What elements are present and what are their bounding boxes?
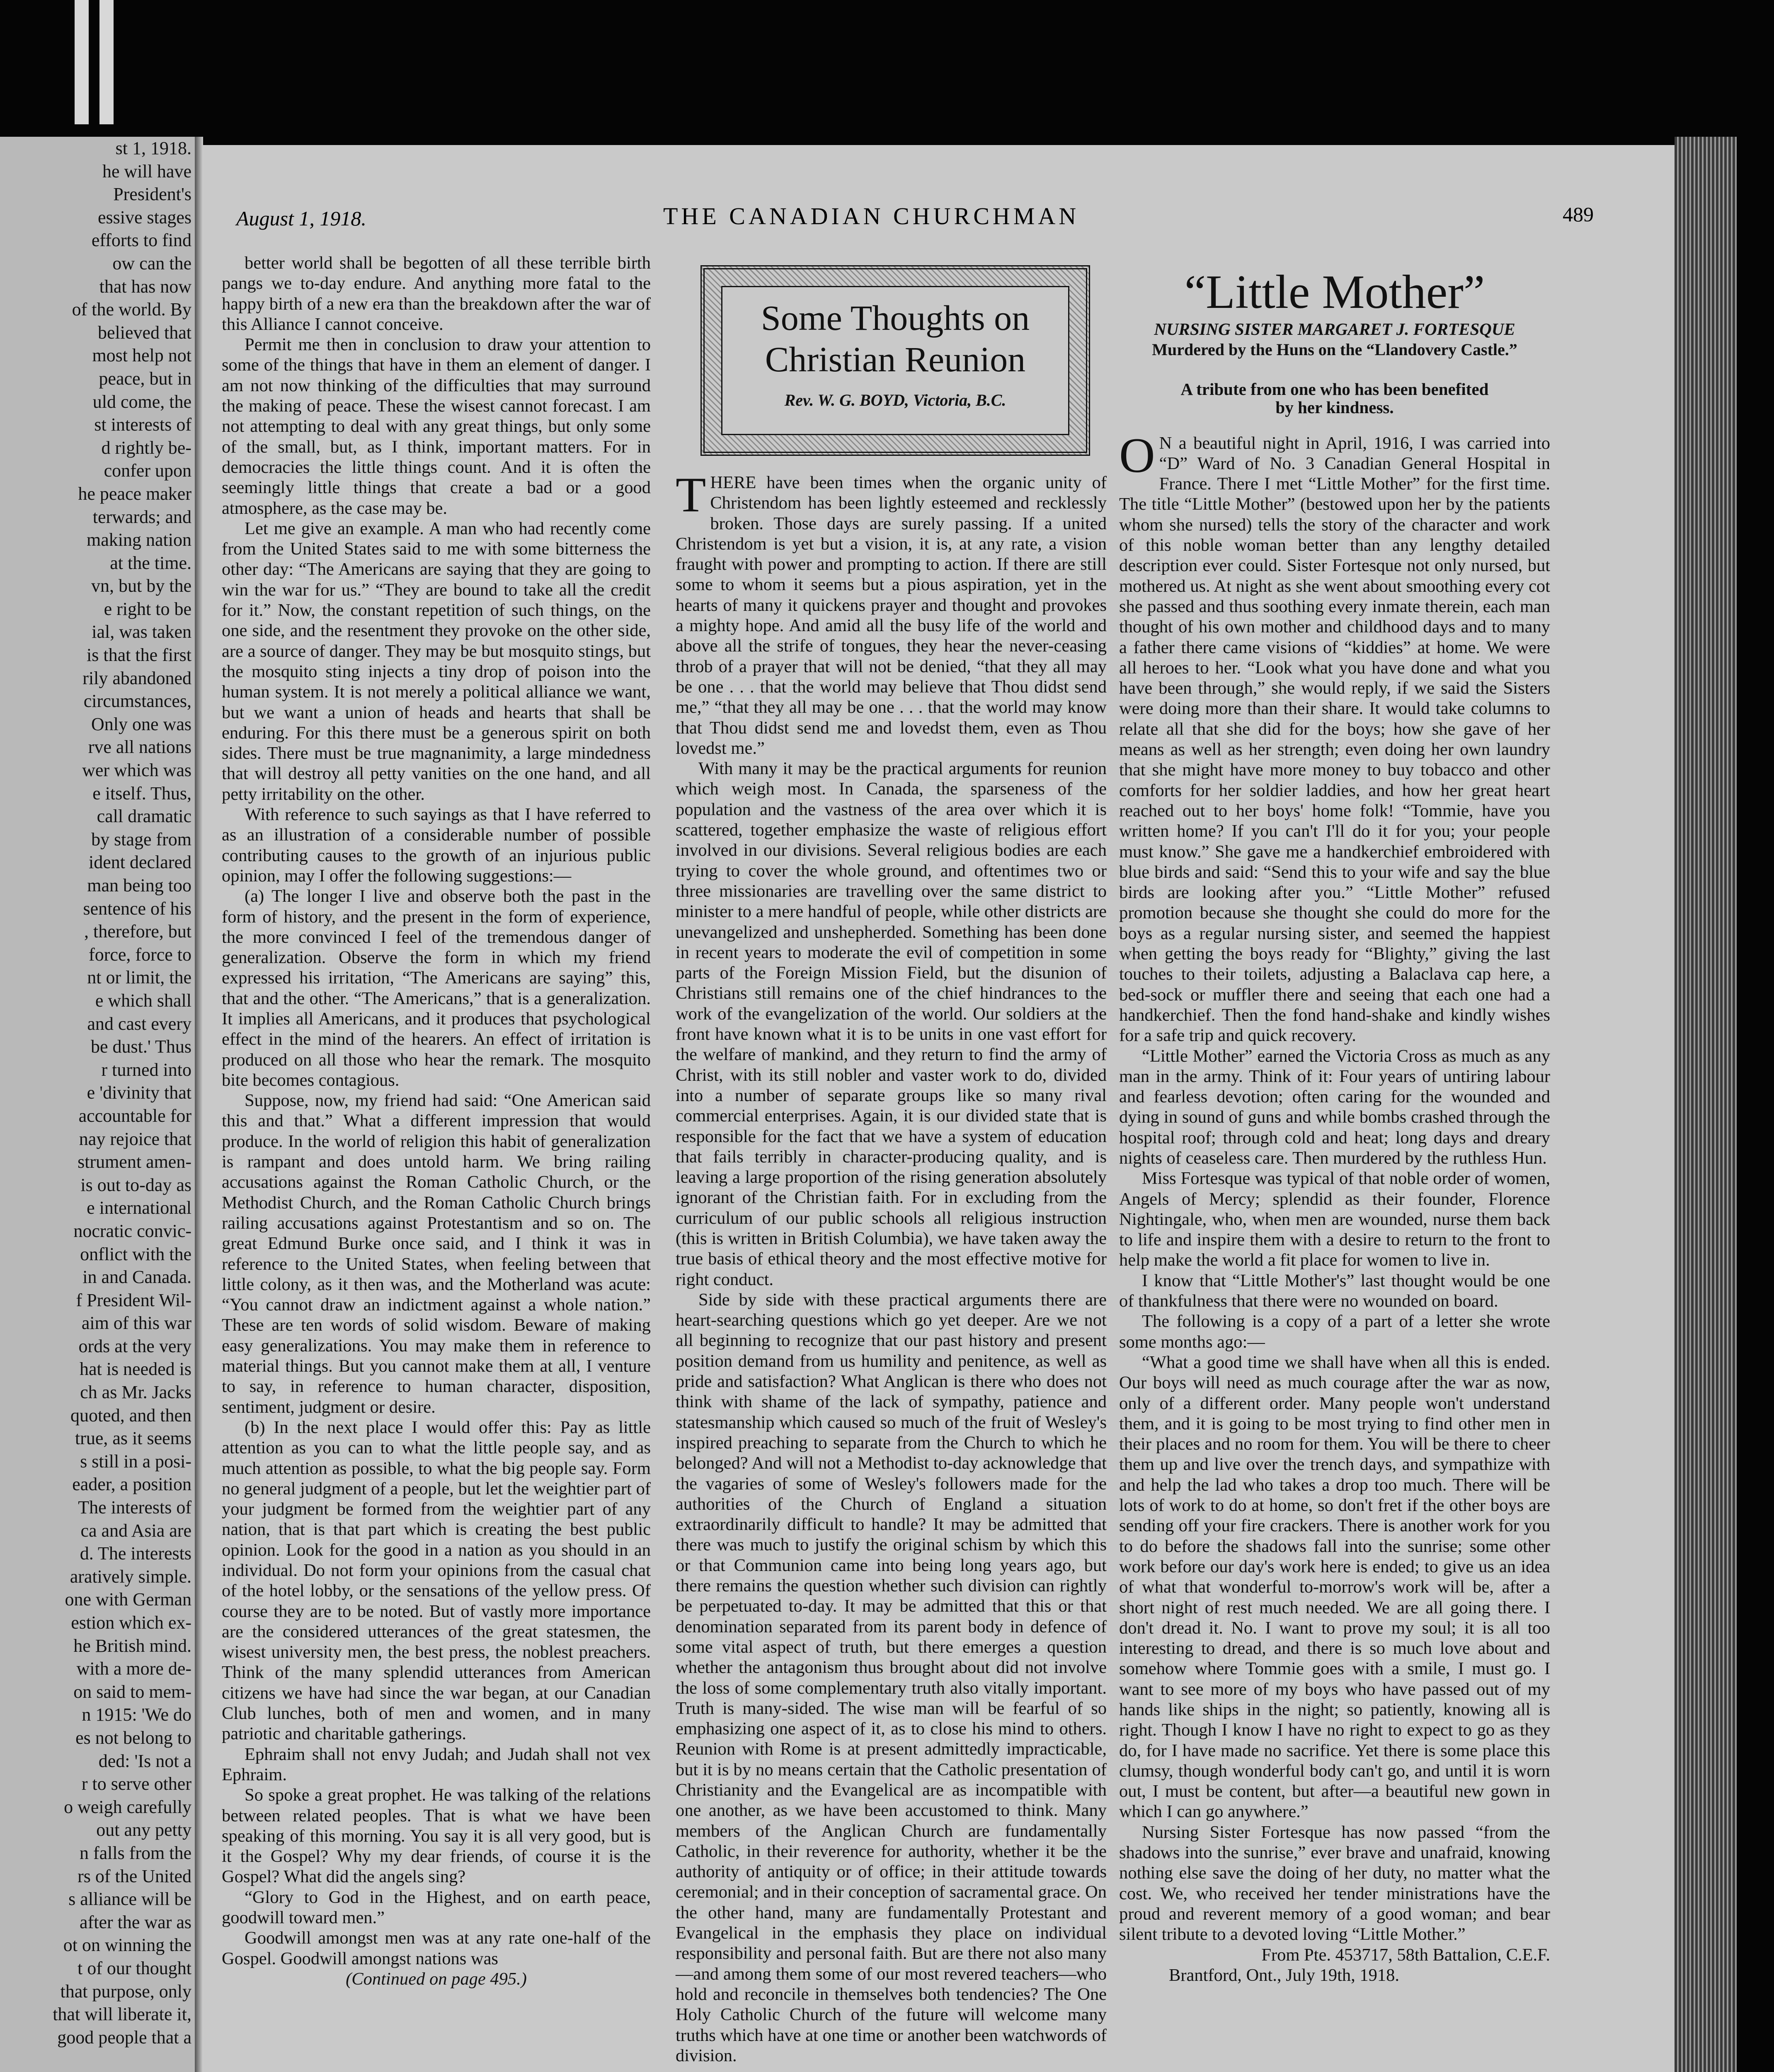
text-line: out any petty — [96, 1820, 191, 1840]
text-line: terwards; and — [92, 506, 191, 527]
text-line: rs of the United — [78, 1866, 191, 1886]
text-line: is out to-day as — [80, 1174, 191, 1195]
paragraph: Miss Fortesque was typical of that noble order of women, Angels of Mercy; splendid as their founder, Florence Nightingale, who, when men are wounded, nurse them back to life and inspire them with a desire to return to the front to help make the world a fit place for women to live in. — [1119, 1169, 1550, 1270]
text-line: d. The interests — [80, 1543, 191, 1564]
text-line: s still in a posi- — [80, 1451, 191, 1472]
text-line: accountable for — [78, 1105, 191, 1126]
text-line: onflict with the — [80, 1244, 191, 1264]
paragraph: (b) In the next place I would offer this: Pay as little attention as you can to what the little people say, and as much attention as possible, to what the big people say. Form no general judgment of a people, but let the weightier part of your judgment be formed from the weightier part of any nation, that is that part which is creating the best public opinion. Look for the good in a nation as you should in an individual. Do not form your opinions from the casual chat of the hotel lobby, or the sensations of the yellow press. Of course they are to be noted. But of vastly more importance are the considered utterances of the great statesmen, the wisest university men, the best press, the noblest preachers. Think of the many splendid utterances from American citizens we have had since the war began, at our Canadian Club lunches, both of men and women, and in many patriotic and charitable gatherings. — [222, 1417, 651, 1744]
text-line: d rightly be- — [101, 437, 191, 458]
text-line: ch as Mr. Jacks — [80, 1382, 191, 1403]
text-line: r to serve other — [81, 1774, 191, 1794]
text-line: good people that a — [57, 2027, 191, 2048]
text-line: ded: 'Is not a — [98, 1750, 191, 1771]
column-little-mother-article — [1119, 253, 1550, 1985]
text-line: nay rejoice that — [79, 1128, 191, 1149]
text-line: that will liberate it, — [53, 2004, 191, 2025]
text-line: he British mind. — [73, 1635, 191, 1656]
article-lead-paragraph: THERE have been times when the organic unity of Christendom has been lightly esteemed and recklessly broken. Those days are surely passing. If a united Christendom is yet but a vision, it is, at any rate, a vision fraught with power and prompting to action. If there are still some to whom it seems but a pious aspiration, yet in the hearts of many it quickens prayer and thought and provokes a mighty hope. And amid all the busy life of the world and above all the strife of tongues, they hear the never-ceasing throb of a prayer that will not be denied, “that they all may be one . . . that the world may believe that Thou didst send me,” “that they all may be one . . . that the world may know that Thou didst send me and lovedst them, even as Thou lovedst me.” — [676, 467, 1107, 758]
text-line: peace, but in — [99, 368, 191, 389]
paragraph: Let me give an example. A man who had recently come from the United States said to me with some bitterness the other day: “The Americans are saying that they are going to win the war for us.” “They are bound to take all the credit for it.” Now, the constant repetition of such things, on the one side, and the resentment they provoke on the other side, are a source of danger. They may be but mosquito stings, but the mosquito sting injects a tiny drop of poison into the human system. It is not merely a political alliance we want, but we want a union of heads and hearts that shall be enduring. For this there must be a generous spirit on both sides. There must be true magnanimity, a large mindedness that will destroy all petty vanities on the one hand, and all petty irritability on the other. — [222, 518, 651, 804]
text-line: ca and Asia are — [80, 1520, 191, 1541]
text-line: is that the first — [87, 645, 191, 666]
text-line: rily abandoned — [82, 668, 191, 688]
text-line: that purpose, only — [60, 1981, 191, 2002]
text-line: confer upon — [104, 460, 191, 481]
text-line: aratively simple. — [70, 1566, 191, 1587]
text-line: , therefore, but — [84, 921, 191, 942]
binding-mark — [99, 0, 114, 124]
signature: From Pte. 453717, 58th Battalion, C.E.F. — [1261, 1945, 1550, 1965]
text-line: t of our thought — [78, 1958, 191, 1978]
newspaper-page — [203, 145, 1675, 2072]
text-line: on said to mem- — [73, 1681, 191, 1702]
text-line: essive stages — [97, 207, 191, 228]
paragraph: So spoke a great prophet. He was talking of the relations between related peoples. That is what we have been speaking of this morning. You say it is all very good, but is it the Gospel? Why my dear friends, of course it is the Gospel? What did the angels sing? — [222, 1785, 651, 1887]
text-line: aim of this war — [81, 1313, 191, 1334]
text-line: quoted, and then — [70, 1405, 191, 1426]
text-line: that has now — [99, 276, 191, 297]
paragraph: (a) The longer I live and observe both the past in the form of history, and the present in the form of experience, the more convinced I feel of the tremendous danger of generalization. Observe the form in which my friend expressed his irritation, “The Americans are saying” this, that and the other. “The Americans,” that is a generalization. It implies all Americans, and it produces that psychological effect in the mind of the hearers. An effect of irritation is produced on all those who hear the remark. The mosquito bite becomes contagious. — [222, 886, 651, 1090]
text-line: ot on winning the — [63, 1935, 191, 1956]
text-line: hat is needed is — [79, 1359, 191, 1380]
text-line: ident declared — [89, 852, 191, 873]
text-line: es not belong to — [75, 1727, 191, 1748]
paragraph: “Little Mother” earned the Victoria Cross as much as any man in the army. Think of it: Four years of untiring labour and fearless devotion; often caring for the wounded and dying in sound of guns and while bombs crashed through the hospital roof; through cold and heat; long days and dreary nights of ceaseless care. Then murdered by the ruthless Hun. — [1119, 1046, 1550, 1168]
text-line: f President Wil- — [76, 1290, 191, 1310]
text-line: most help not — [92, 345, 191, 366]
text-line: making nation — [87, 530, 191, 550]
text-line: r turned into — [101, 1059, 191, 1080]
text-line: ial, was taken — [92, 622, 191, 642]
paragraph: Goodwill amongst men was at any rate one-half of the Gospel. Goodwill amongst nations was — [222, 1928, 651, 1968]
article-subtitle: NURSING SISTER MARGARET J. FORTESQUE — [1154, 320, 1515, 339]
column-continued-article — [222, 253, 651, 1989]
text-line: eader, a position — [72, 1474, 191, 1495]
text-line: with a more de- — [76, 1658, 191, 1679]
text-line: nt or limit, the — [87, 967, 191, 988]
article-title: “Little Mother” — [1184, 266, 1485, 319]
text-line: he peace maker — [78, 483, 191, 504]
text-line: The interests of — [78, 1497, 191, 1518]
issue-date: August 1, 1918. — [236, 207, 366, 230]
text-line: o weigh carefully — [64, 1796, 191, 1817]
text-line: n falls from the — [79, 1842, 191, 1863]
text-line: be dust.' Thus — [90, 1036, 191, 1057]
facing-page — [0, 137, 197, 2072]
paragraph: I know that “Little Mother's” last thought would be one of thankfulness that there were no wounded on board. — [1119, 1271, 1550, 1311]
paragraph: better world shall be begotten of all these terrible birth pangs we to-day endure. And anything more fatal to the happy birth of a new era than the breakdown after the war of this Alliance I cannot conceive. — [222, 253, 651, 334]
paragraph: Permit me then in conclusion to draw your attention to some of the things that have in them an element of danger. I am not now thinking of the difficulties that may surround the making of peace. These the wisest cannot forecast. I am not attempting to deal with any great things, but only some of the small, but, as I think, important matters. For in democracies the little things count. And it is often the seemingly little things that create a bad or a good atmosphere, as the case may be. — [222, 335, 651, 518]
publication-title: THE CANADIAN CHURCHMAN — [663, 203, 1080, 230]
binding-mark — [75, 0, 89, 124]
text-line: he will have — [102, 161, 191, 182]
paragraph: Side by side with these practical arguments there are heart-searching questions which go yet deeper. Are we not all beginning to recognize that our past history and present position demand from us humility and penitence, as well as pride and satisfaction? What Anglican is there who does not think with shame of the lack of sympathy, patience and statesmanship which caused so much of the fruit of Wesley's inspired preaching to separate from the Church to which he belonged? And will not a Methodist to-day acknowledge that the vagaries of some of Wesley's followers made for the authorities of the Church of England a situation extraordinarily difficult to handle? It may be admitted that there was much to justify the original schism by which this or that Communion came into being long years ago, but there remains the question whether such division can rightly be perpetuated to-day. It may be admitted that this or that denomination separated from its parent body in defence of some vital aspect of truth, but there emerges a question whether the antagonism thus brought about did not involve the loss of some complementary truth also vitally important. Truth is many-sided. The wise man will be fearful of so emphasizing one aspect of it, as to close his mind to others. Reunion with Rome is at present admittedly impracticable, but it is by no means certain that the Catholic presentation of Christianity and the Evangelical are as incompatible with one another, as we have been accustomed to think. Many members of the Anglican Church are fundamentally Catholic, in their reverence for authority, whether it be the authority of antiquity or of office; in their attitude towards ceremonial; and in their conception of sacramental grace. On the other hand, many are fundamentally Protestant and Evangelical in the emphasis they place on individual responsibility and personal faith. But are there not also many—and among them some of our most revered teachers—who hold and reconcile in themselves both tendencies? The One Holy Catholic Church of the future will welcome many truths which have at one time or another been watchwords of division. — [676, 1290, 1107, 2065]
article-title: Some Thoughts on Christian Reunion — [761, 298, 1030, 379]
text-line: and cast every — [87, 1013, 191, 1034]
text-line: e right to be — [104, 598, 191, 619]
column-reunion-article — [676, 265, 1107, 2066]
text-line: uld come, the — [92, 391, 191, 412]
text-line: sentence of his — [83, 898, 191, 919]
facing-page-text — [0, 137, 195, 2049]
text-line: in and Canada. — [82, 1267, 191, 1288]
text-line: e 'divinity that — [87, 1082, 191, 1103]
text-line: ords at the very — [78, 1336, 191, 1356]
text-line: vn, but by the — [91, 576, 191, 596]
text-line: st 1, 1918. — [115, 138, 191, 158]
text-line: man being too — [87, 875, 191, 896]
text-line: believed that — [97, 322, 191, 343]
page-edges — [1675, 137, 1737, 2072]
text-line: call dramatic — [97, 806, 191, 827]
paragraph: With many it may be the practical arguments for reunion which weigh most. In Canada, the sparseness of the population and the vastness of the area over which it is scattered, together emphasize the waste of religious effort involved in our divisions. Several religious bodies are each trying to cover the whole ground, and oftentimes two or three missionaries are travelling over the same district to minister to a mere handful of people, while other districts are unevangelized and unshepherded. Something has been done in recent years to moderate the evil of competition in some parts of the Foreign Mission Field, but the disunion of Christians still remains one of the chief hindrances to the work of the evangelization of the world. Our soldiers at the front have known what it is to be units in one vast effort for the welfare of mankind, and they return to find the army of Christ, with its still nobler and vaster work to do, divided into a number of separate groups like so many rival commercial enterprises. Again, it is our divided state that is responsible for the fact that we have a system of education that fails terribly in character-producing quality, and is leaving a large proportion of the rising generation absolutely ignorant of the Christian faith. For in excluding from the curriculum of our public schools all religious instruction (this is written in British Columbia), we have taken away the true basis of ethical theory and the most effective motive for right conduct. — [676, 759, 1107, 1289]
text-line: n 1915: 'We do — [82, 1704, 191, 1725]
text-line: wer which was — [82, 760, 191, 781]
text-line: strument amen- — [78, 1152, 191, 1172]
continued-note: (Continued on page 495.) — [346, 1969, 527, 1989]
text-line: true, as it seems — [75, 1428, 191, 1449]
text-line: rve all nations — [88, 737, 191, 758]
drop-cap: T — [676, 467, 706, 522]
book-gutter — [195, 137, 203, 2072]
text-line: circumstances, — [83, 691, 191, 712]
text-line: ow can the — [112, 253, 191, 274]
article-title-box — [700, 265, 1090, 456]
text-line: e which shall — [95, 990, 191, 1011]
text-line: of the world. By — [72, 299, 191, 320]
text-line: one with German — [65, 1589, 191, 1610]
paragraph: The following is a copy of a part of a letter she wrote some months ago:— — [1119, 1312, 1550, 1352]
text-line: nocratic convic- — [73, 1220, 191, 1241]
article-lead-paragraph: O N a beautiful night in April, 1916, I was carried into “D” Ward of No. 3 Canadian General Hospital in France. There I met “Little Mother” for the first time. The title “Little Mother” (bestowed upon her by the patients whom she nursed) tells the story of the character and work of this noble woman better than any lengthy detailed description ever could. Sister Fortesque not only nursed, but mothered us. At night as she went about smoothing every cot she passed and thus soothing every inmate therein, each man thought of his own mother and childhood days and to many a father there came visions of “kiddies” at home. We were all heroes to her. “Look what you have done and what you have been through,” she would reply, if we said the Sisters were doing more than their share. It would take columns to relate all that she did for the boys; how she gave of her means as well as her strength; even doing her own laundry that she might have more money to buy tobacco and other comforts for her soldier laddies, and how her great heart reached out to her boys' home folk! “Tommie, have you written home? If you can't I'll do it for you; your people must know.” She gave me a handkerchief embroidered with blue birds and said: “Send this to your wife and say the blue birds are looking after you.” “Little Mother” refused promotion because she thought she could do more for the boys as a regular nursing sister, and seemed the happiest when getting the boys ready for “Blighty,” giving the last touches to their toilets, adjusting a Balaclava cap here, a bed-sock or muffler there and seeing that each one had a handkerchief. Then the fond hand-shake and kindly wishes for a safe trip and quick recovery. — [1119, 427, 1550, 1046]
text-line: force, force to — [89, 944, 191, 965]
paragraph: Ephraim shall not envy Judah; and Judah shall not vex Ephraim. — [222, 1744, 651, 1784]
text-line: President's — [113, 184, 191, 205]
paragraph: With reference to such sayings as that I have referred to as an illustration of a considerable number of possible contributing causes to the growth of an injurious public opinion, may I offer the following suggestions:— — [222, 805, 651, 886]
text-line: by stage from — [91, 829, 191, 850]
drop-cap: O — [1119, 427, 1155, 483]
text-line: at the time. — [110, 552, 191, 573]
article-subtitle-2: Murdered by the Huns on the “Llandovery Castle.” — [1152, 340, 1517, 359]
article-dedication: A tribute from one who has been benefited by her kindness. — [1180, 379, 1489, 417]
paragraph: Suppose, now, my friend had said: “One American said this and that.” What a different impression that would produce. In the world of religion this habit of generalization is rampant and does untold harm. We bring railing accusations against the Roman Catholic Church, or the Methodist Church, and the Roman Catholic Church brings railing accusations against Protestantism and so on. The great Edmund Burke once said, and I think it was in reference to the United States, when feeling between that little colony, as it then was, and the Motherland was acute: “You cannot draw an indictment against a whole nation.” These are ten words of solid wisdom. Beware of making easy generalizations. You may make them in reference to material things. But you cannot make them at all, I venture to say, in reference to human character, disposition, sentiment, judgment or desire. — [222, 1091, 651, 1417]
article-author: Rev. W. G. BOYD, Victoria, B.C. — [784, 391, 1006, 409]
paragraph: “Glory to God in the Highest, and on earth peace, goodwill toward men.” — [222, 1887, 651, 1928]
text-line: e international — [87, 1198, 191, 1218]
text-line: efforts to find — [91, 230, 191, 251]
page-header — [203, 199, 1675, 232]
paragraph: “What a good time we shall have when all this is ended. Our boys will need as much courage after the war as now, only of a different order. Many people won't understand them, and it is going to be most trying to find other men in their places and no room for them. You will be there to cheer them up and live over the trench days, and sympathize with and help the lad who takes a drop too much. There will be lots of work to do at home, so don't fret if the other boys are sending off your fire crackers. There is another work for you to do before the shadows fall into the sunrise; some other work before our day's work here is ended; to give us an idea of what that wonderful to-morrow's work will be, after a short night of rest much needed. We are all going there. I don't dread it. No. I want to prove my soul; it is all too interesting to dread, and there is so much love about and somehow where Tommie goes with a smile, I must go. I want to see more of my boys who have passed out of my hands like ships in the night; so patiently, knowing all is right. Though I know I have no right to expect to go as they do, for I have made no sacrifice. Yet there is some place this clumsy, though wonderful body can't go, and until it is worn out, I must be content, but after—a beautiful new gown in which I can go anywhere.” — [1119, 1352, 1550, 1822]
page-number: 489 — [1563, 203, 1594, 226]
text-line: Only one was — [91, 714, 191, 734]
text-line: s alliance will be — [68, 1889, 191, 1910]
text-line: e itself. Thus, — [92, 783, 191, 804]
text-line: st interests of — [94, 414, 191, 435]
paragraph: Nursing Sister Fortesque has now passed “from the shadows into the sunrise,” ever brave and unafraid, knowing nothing else save the doing of her duty, no matter what the cost. We, who received her tender ministrations have the proud and reverent memory of a good woman; and bear silent tribute to a devoted loving “Little Mother.” — [1119, 1822, 1550, 1944]
text-line: estion which ex- — [71, 1612, 191, 1633]
text-line: after the war as — [80, 1912, 191, 1932]
place-date: Brantford, Ont., July 19th, 1918. — [1169, 1965, 1400, 1985]
